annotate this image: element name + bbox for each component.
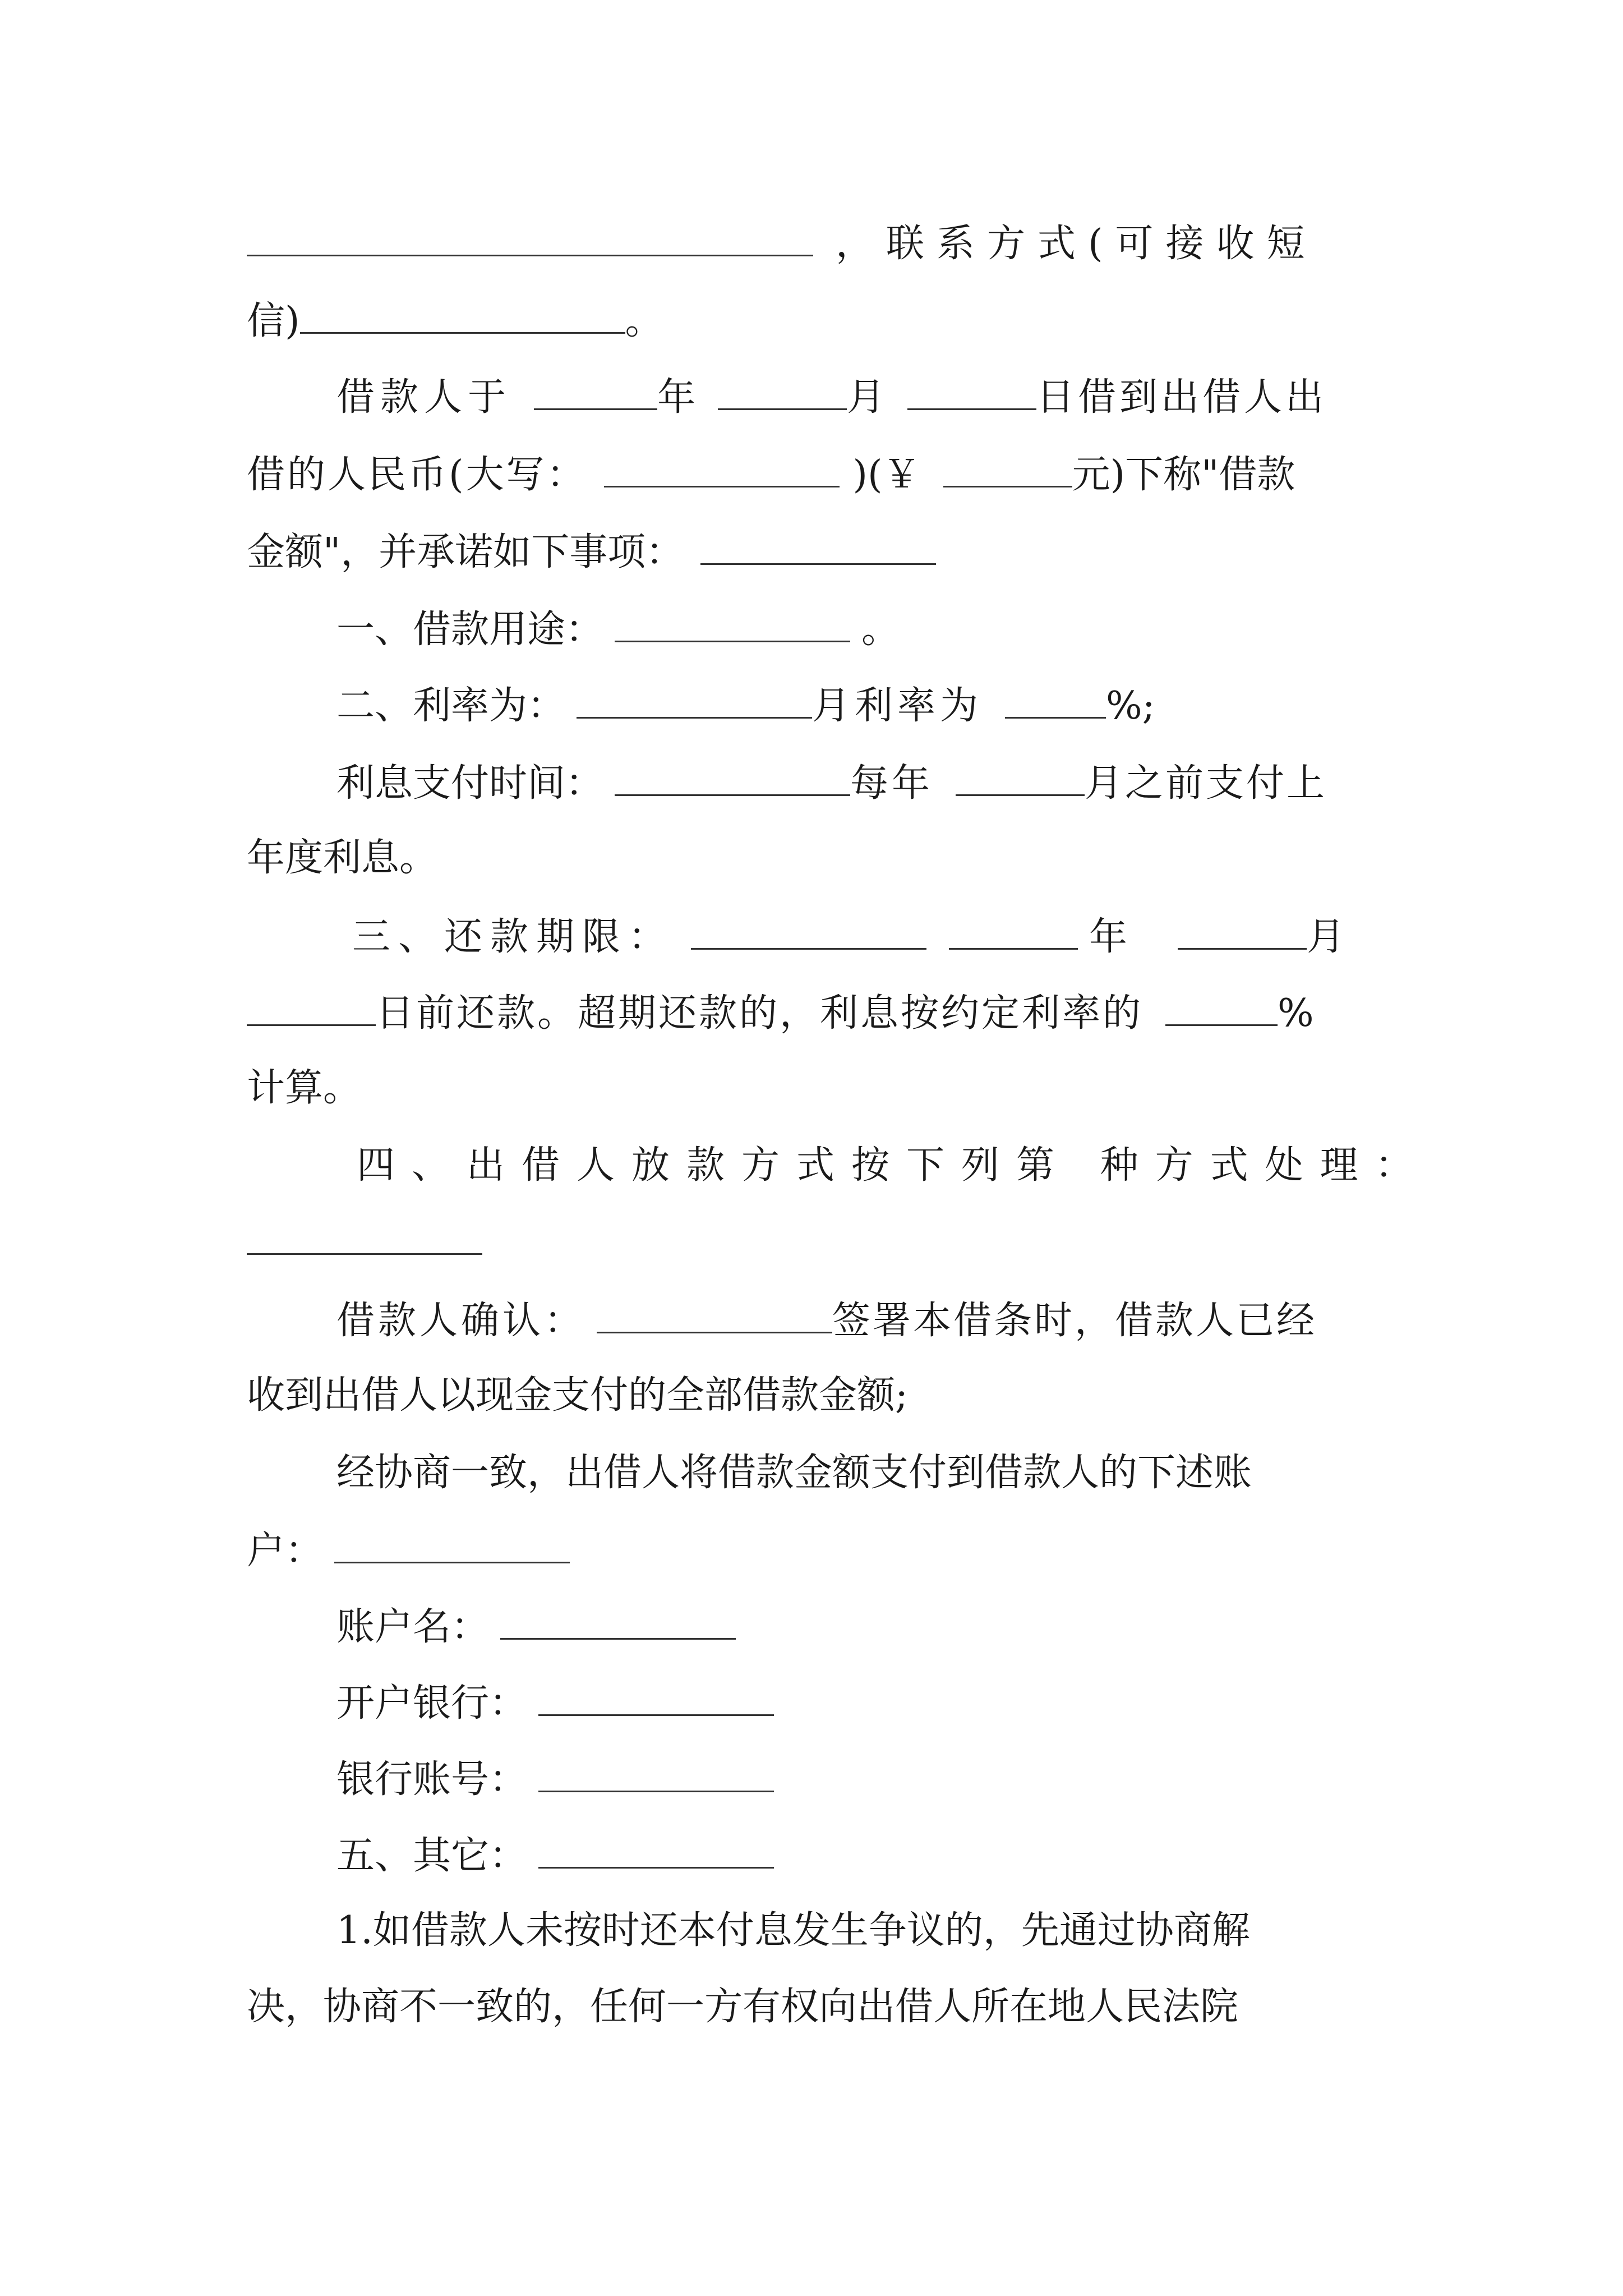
rate-line (336, 684, 1155, 728)
calc-label: 计算。 (247, 1066, 362, 1110)
dispute-line-1 (336, 1908, 1250, 1953)
month-blank[interactable] (718, 377, 847, 410)
monthly-rate-label: 月利率为 (812, 684, 983, 728)
contact-label: ，联系方式(可接收短 (836, 222, 1317, 266)
overdue-rate-blank[interactable] (1165, 993, 1278, 1026)
account-label: 户： (247, 1529, 324, 1573)
account-name-line (336, 1605, 736, 1649)
method-line (357, 1143, 1430, 1188)
account-name-blank[interactable] (500, 1607, 736, 1640)
period: 。 (861, 608, 900, 652)
repay-term-line (352, 915, 1345, 959)
promise-label: 金额"，并承诺如下事项： (247, 530, 684, 574)
day-label: 日借到出借人出 (1036, 375, 1327, 420)
other-blank[interactable] (538, 1835, 774, 1869)
percent-label: %; (1106, 684, 1155, 728)
yuan-label: 元)下称"借款 (1072, 453, 1295, 497)
yuan-symbol: )(￥ (852, 453, 921, 497)
rate-label: 二、利率为： (336, 684, 566, 728)
repay-month-label: 月 (1307, 915, 1345, 959)
bank-blank[interactable] (538, 1683, 774, 1716)
rate-blank[interactable] (577, 685, 812, 719)
day-blank[interactable] (907, 377, 1036, 410)
month-label: 月 (847, 375, 886, 420)
calc-line (247, 1066, 362, 1110)
overdue-line (247, 991, 1314, 1036)
promise-blank[interactable] (700, 532, 936, 565)
confirm-blank[interactable] (597, 1300, 832, 1333)
repay-year-label: 年 (1089, 915, 1128, 959)
purpose-line (336, 608, 900, 652)
transfer-label: 经协商一致，出借人将借款金额支付到借款人的下述账 (336, 1451, 1252, 1495)
interest-time-label: 利息支付时间： (336, 761, 604, 806)
method-blank[interactable] (247, 1222, 482, 1255)
other-line (336, 1834, 774, 1878)
interest-time-blank[interactable] (615, 763, 850, 796)
promise-line (247, 532, 936, 572)
overdue-label: 日前还款。超期还款的，利息按约定利率的 (376, 991, 1144, 1036)
dispute-line-2 (247, 1985, 1239, 2029)
bank-number-line (336, 1757, 774, 1802)
interest-month-blank[interactable] (956, 763, 1085, 796)
amount-line (247, 453, 1295, 497)
bank-number-blank[interactable] (538, 1759, 774, 1792)
bank-label: 开户银行： (336, 1681, 528, 1726)
amount-words-blank[interactable] (604, 454, 840, 487)
method-label: 四、出借人放款方式按下列第 种方式处理： (357, 1143, 1430, 1188)
amount-figures-blank[interactable] (943, 454, 1072, 487)
bank-line (336, 1681, 774, 1726)
dispute-text-2: 决，协商不一致的，任何一方有权向出借人所在地人民法院 (247, 1985, 1239, 2029)
repay-term-blank[interactable] (691, 917, 926, 950)
year-label: 年 (657, 375, 696, 420)
signing-label: 签署本借条时，借款人已经 (832, 1299, 1317, 1343)
repay-day-blank[interactable] (247, 993, 376, 1026)
sms-label: 信) (247, 299, 300, 343)
interest-time-line (336, 761, 1327, 806)
dispute-text-1: 1.如借款人未按时还本付息发生争议的，先通过协商解 (336, 1908, 1250, 1953)
repay-month-blank[interactable] (1178, 917, 1307, 950)
account-name-label: 账户名： (336, 1605, 490, 1649)
account-line (247, 1529, 570, 1573)
amount-label: 借的人民币(大写： (247, 453, 587, 497)
sms-line (247, 301, 663, 341)
other-label: 五、其它： (336, 1834, 528, 1878)
repay-year-blank[interactable] (949, 917, 1078, 950)
cash-received: 收到出借人以现金支付的全部借款金额; (247, 1373, 908, 1418)
borrower-on: 借款人于 (336, 375, 512, 420)
purpose-blank[interactable] (615, 609, 850, 642)
purpose-label: 一、借款用途： (336, 608, 604, 652)
cash-received-line (247, 1373, 908, 1418)
period: 。 (625, 299, 663, 343)
contact-line (247, 222, 1317, 266)
before-month-label: 月之前支付上 (1085, 761, 1327, 806)
interest-cont: 年度利息。 (247, 836, 438, 880)
monthly-rate-blank[interactable] (1005, 685, 1106, 719)
borrow-date-line (336, 375, 1327, 420)
bank-number-label: 银行账号： (336, 1757, 528, 1802)
percent-label: % (1278, 991, 1314, 1036)
repay-term-label: 三、还款期限： (352, 915, 675, 959)
each-year-label: 每年 (850, 761, 934, 806)
method-blank-line (247, 1222, 482, 1262)
transfer-line (336, 1451, 1252, 1495)
year-blank[interactable] (534, 377, 657, 410)
name-blank[interactable] (247, 223, 813, 256)
confirm-label: 借款人确认： (336, 1299, 586, 1343)
interest-cont-line (247, 836, 438, 880)
phone-blank[interactable] (300, 301, 625, 334)
account-blank[interactable] (334, 1530, 570, 1563)
confirm-line (336, 1299, 1317, 1343)
